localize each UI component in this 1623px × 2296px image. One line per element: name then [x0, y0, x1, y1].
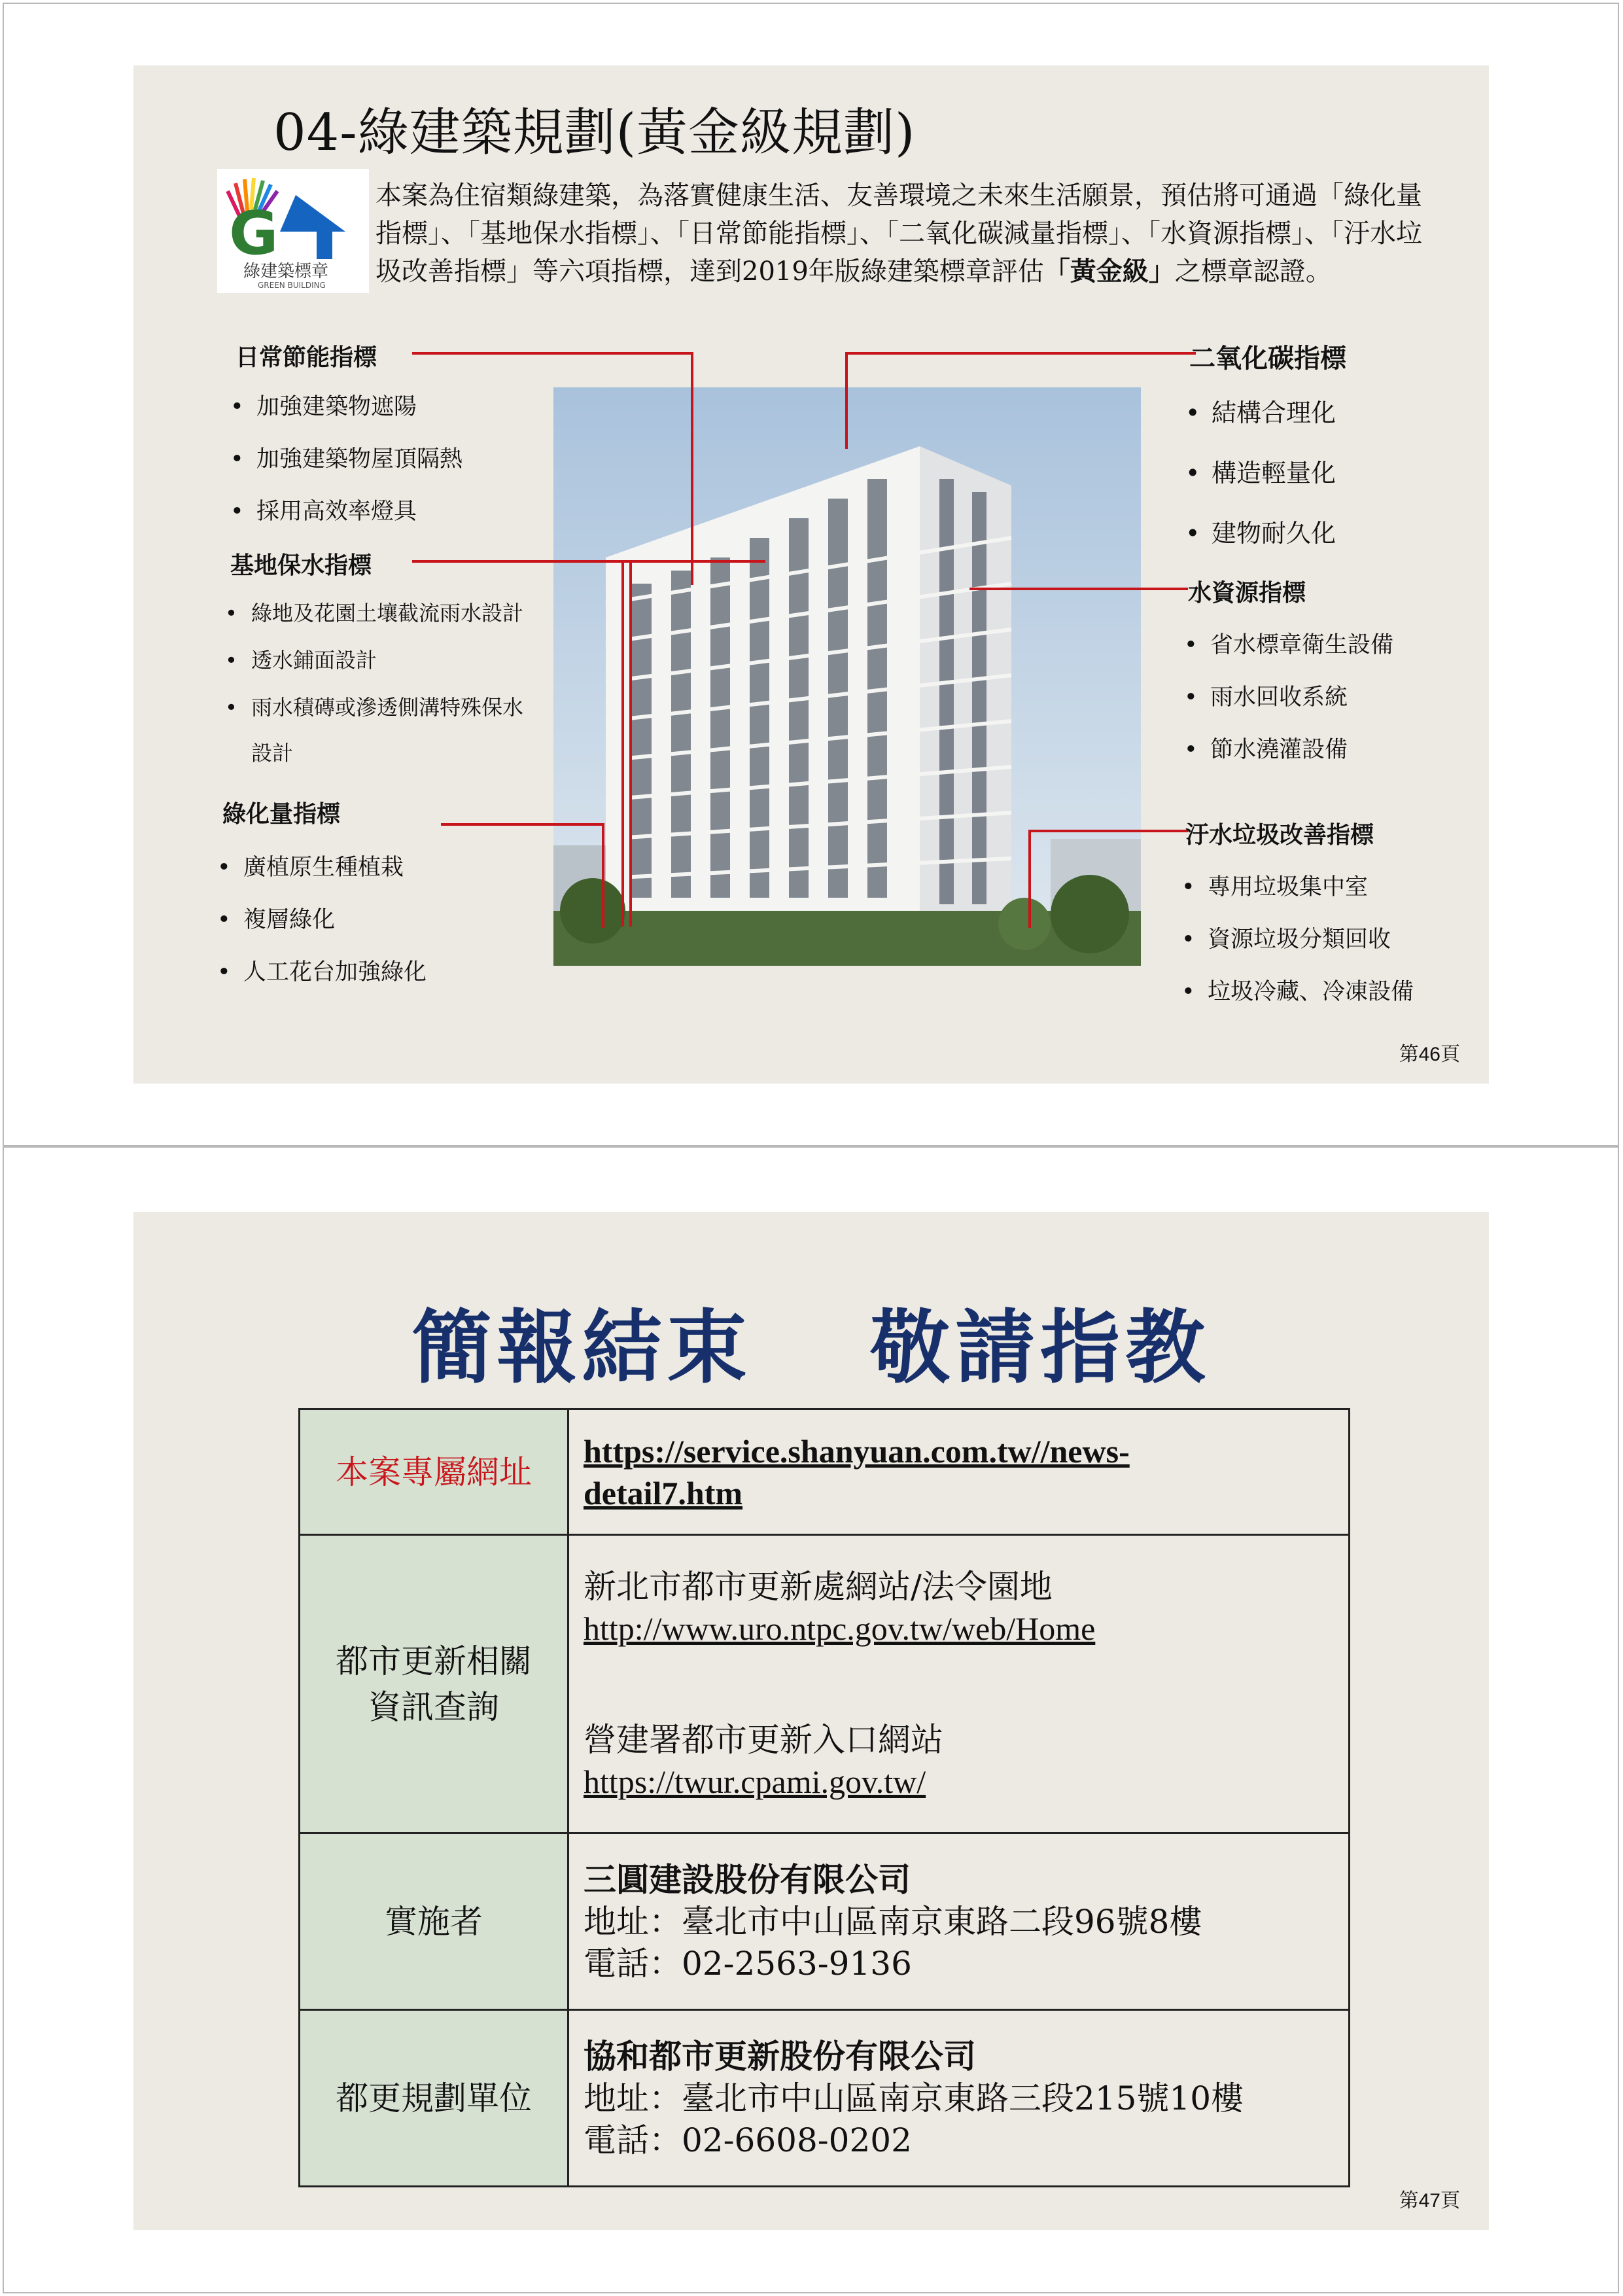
heading-energy: 日常節能指標	[236, 344, 377, 371]
logo-sub: GREEN BUILDING	[258, 281, 326, 290]
list-item: • 專用垃圾集中室	[1181, 874, 1369, 900]
row-label: 本案專屬網址	[300, 1409, 568, 1535]
list-item: • 採用高效率燈具	[230, 499, 417, 525]
connector-line	[845, 352, 1196, 355]
company-address: 地址：臺北市中山區南京東路二段96號8樓	[584, 1902, 1202, 1941]
project-url-link[interactable]: detail7.htm	[584, 1474, 743, 1511]
page-number: 第46頁	[1399, 1044, 1460, 1065]
connector-line	[602, 823, 604, 928]
connector-line	[412, 560, 765, 563]
page-number: 第47頁	[1399, 2190, 1460, 2212]
company-name: 三圓建設股份有限公司	[584, 1860, 911, 1899]
svg-text:G: G	[229, 198, 279, 268]
list-item: • 加強建築物屋頂隔熱	[230, 446, 463, 472]
slide-green-building	[133, 65, 1489, 1084]
table-row	[300, 1833, 1350, 2010]
list-item: • 雨水積磚或滲透側溝特殊保水	[225, 695, 524, 720]
heading-water-retention: 基地保水指標	[230, 552, 372, 579]
list-item: • 資源垃圾分類回收	[1181, 927, 1391, 953]
company-phone: 電話：02-6608-0202	[584, 2121, 912, 2159]
list-item: • 綠地及花園土壤截流雨水設計	[225, 601, 524, 626]
list-item: • 結構合理化	[1185, 398, 1336, 427]
intro-paragraph: 本案為住宿類綠建築，為落實健康生活、友善環境之未來生活願景，預估將可通過「綠化量指標」、「基地保水指標」、「日常節能指標」、「二氧化碳減量指標」、「水資源指標」、「汙水垃圾改善指標」等六項指標，達到2019年版綠建築標章評估「黃金級」之標章認證。	[375, 181, 1422, 287]
connector-line	[969, 588, 1188, 590]
slide-closing	[133, 1212, 1489, 2230]
row-label: 都市更新相關 資訊查詢	[300, 1535, 568, 1833]
link-caption: 新北市都市更新處網站/法令園地	[584, 1567, 1053, 1606]
row-value	[568, 2010, 1350, 2187]
list-item: • 構造輕量化	[1185, 459, 1336, 487]
connector-line	[621, 560, 624, 927]
row-value	[568, 1409, 1350, 1535]
list-item: • 節水澆灌設備	[1184, 737, 1348, 763]
logo-label: 綠建築標章	[243, 262, 329, 281]
heading-sewage-waste: 汙水垃圾改善指標	[1185, 821, 1374, 849]
table-row	[300, 2010, 1350, 2187]
list-item: • 垃圾冷藏、冷凍設備	[1181, 979, 1414, 1005]
list-item: • 加強建築物遮陽	[230, 394, 417, 420]
slide-title: 04-綠建築規劃(黃金級規劃)	[273, 103, 916, 162]
connector-line	[412, 352, 692, 355]
list-item: • 廣植原生種植栽	[217, 855, 404, 881]
connector-line	[629, 560, 632, 927]
connector-line	[441, 823, 603, 826]
heading-water-resource: 水資源指標	[1188, 579, 1306, 607]
row-value	[568, 1833, 1350, 2010]
green-building-logo	[217, 169, 369, 293]
closing-title: 簡報結束 敬請指教	[411, 1300, 1211, 1394]
company-phone: 電話：02-2563-9136	[584, 1944, 912, 1983]
link-caption: 營建署都市更新入口網站	[584, 1720, 943, 1759]
connector-line	[845, 352, 848, 449]
building-render-image	[553, 387, 1141, 966]
list-item: • 雨水回收系統	[1184, 684, 1348, 711]
uro-ntpc-link[interactable]: http://www.uro.ntpc.gov.tw/web/Home	[584, 1610, 1096, 1647]
list-item: • 人工花台加強綠化	[217, 959, 427, 985]
row-value	[568, 1535, 1350, 1833]
project-url-link[interactable]: https://service.shanyuan.com.tw//news-	[584, 1432, 1130, 1470]
list-item-continued: 設計	[251, 741, 294, 766]
heading-co2: 二氧化碳指標	[1189, 343, 1346, 374]
contact-info-table	[298, 1408, 1350, 2187]
list-item: • 透水鋪面設計	[225, 648, 377, 673]
company-address: 地址：臺北市中山區南京東路三段215號10樓	[584, 2079, 1244, 2117]
connector-line	[1028, 830, 1031, 928]
table-row	[300, 1535, 1350, 1833]
row-label: 都更規劃單位	[300, 2010, 568, 2187]
list-item: • 省水標章衛生設備	[1184, 632, 1394, 658]
connector-line	[691, 352, 693, 585]
company-name: 協和都市更新股份有限公司	[584, 2036, 976, 2075]
connector-line	[1028, 830, 1188, 832]
list-item: • 建物耐久化	[1185, 519, 1336, 548]
twur-cpami-link[interactable]: https://twur.cpami.gov.tw/	[584, 1763, 926, 1800]
row-label: 實施者	[300, 1833, 568, 2010]
heading-greenery: 綠化量指標	[222, 800, 341, 828]
spacer	[584, 1650, 1334, 1719]
table-row	[300, 1409, 1350, 1535]
list-item: • 複層綠化	[217, 907, 336, 933]
